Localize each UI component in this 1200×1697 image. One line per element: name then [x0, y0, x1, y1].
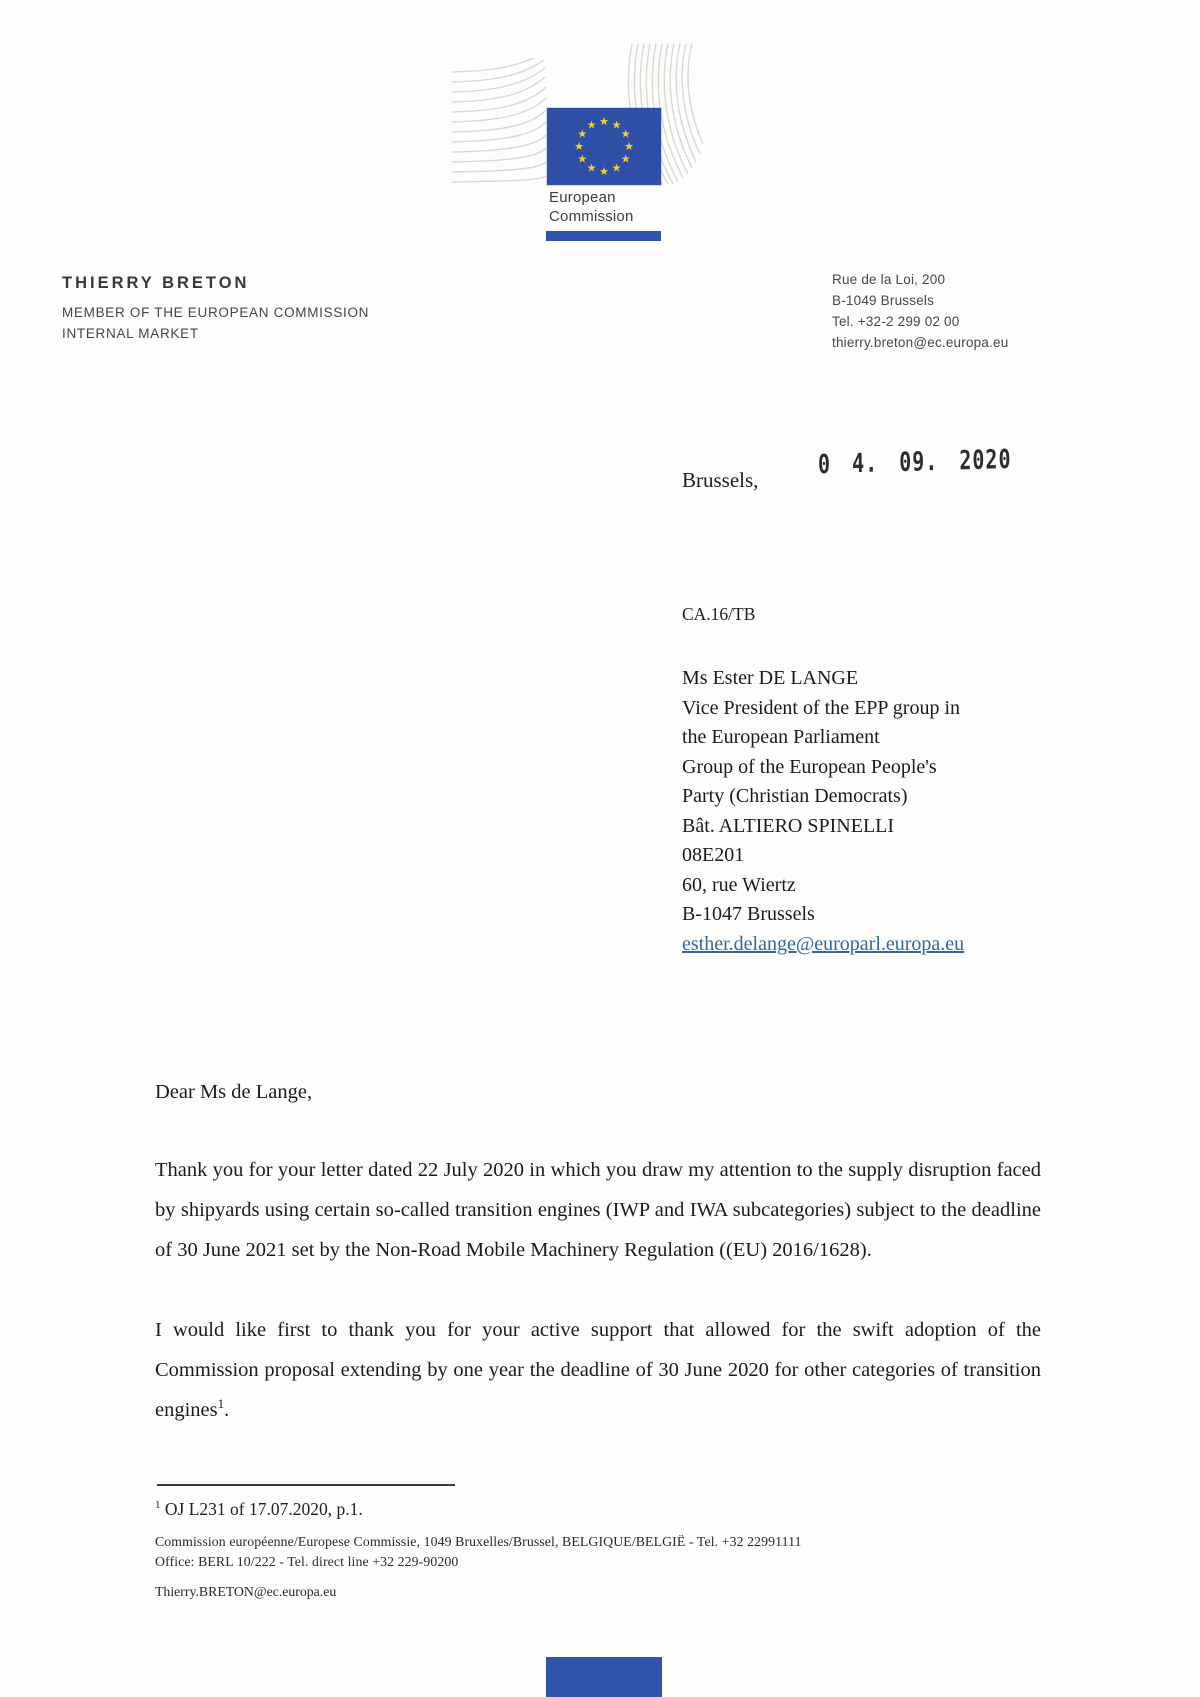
- body-paragraph-1: Thank you for your letter dated 22 July 2020 in which you draw my attention to the supply disruption faced by shipyards using certain so-called transition engines (IWP and IWA subcategories) subject to the deadline of 30 June 2021 set by the Non-Road Mobile Machinery Regulation ((EU) 2016/1628).: [155, 1159, 1041, 1261]
- recipient-line: the European Parliament: [682, 726, 880, 748]
- footer-block: [155, 1532, 802, 1572]
- footnote-text: OJ L231 of 17.07.2020, p.1.: [160, 1499, 363, 1519]
- sender-contact-block: [832, 269, 1008, 353]
- date-stamp: 0 4. 09. 2020: [817, 442, 1012, 480]
- ec-logo-line2: Commission: [549, 208, 634, 225]
- eu-flag-star-icon: [623, 141, 635, 153]
- eu-flag-star-icon: [611, 162, 623, 174]
- sender-block: [62, 274, 369, 344]
- recipient-line: Bât. ALTIERO SPINELLI: [682, 814, 895, 837]
- sender-role: MEMBER OF THE EUROPEAN COMMISSION: [62, 305, 370, 320]
- recipient-line: B-1047 Brussels: [682, 903, 815, 925]
- recipient-line: Ms Ester DE LANGE: [682, 667, 859, 689]
- sender-address-line2: B-1049 Brussels: [832, 293, 935, 308]
- recipient-line: 60, rue Wiertz: [682, 873, 796, 896]
- footnote: [155, 1499, 363, 1520]
- bottom-page-bar: [546, 1657, 662, 1697]
- reference-number: CA.16/TB: [682, 604, 756, 624]
- footnote-separator: [157, 1484, 455, 1486]
- body-paragraph-2-text: I would like first to thank you for your active support that allowed for the swift adoption of the Commission proposal extending by one year the deadline of 30 June 2020 for other categories of transition engines: [155, 1319, 1041, 1421]
- sender-email: thierry.breton@ec.europa.eu: [832, 335, 1009, 350]
- recipient-line: Vice President of the EPP group in: [682, 696, 961, 719]
- eu-flag-star-icon: [573, 141, 585, 153]
- ec-logo-line1: European: [549, 189, 616, 206]
- ec-logo-wordmark: [549, 188, 634, 226]
- eu-flag-star-icon: [598, 166, 610, 178]
- salutation: Dear Ms de Lange,: [155, 1081, 313, 1103]
- recipient-line: Party (Christian Democrats): [682, 785, 908, 807]
- eu-flag-icon: [547, 108, 661, 185]
- eu-flag-star-icon: [620, 128, 632, 140]
- recipient-line: 08E201: [682, 844, 745, 866]
- sender-phone: Tel. +32-2 299 02 00: [832, 314, 960, 329]
- sender-address-line1: Rue de la Loi, 200: [832, 272, 946, 287]
- footer-email: Thierry.BRETON@ec.europa.eu: [155, 1584, 337, 1599]
- sender-portfolio: INTERNAL MARKET: [62, 326, 199, 341]
- body-paragraph-2-period: .: [224, 1399, 230, 1421]
- footer-commission-line: Commission européenne/Europese Commissie, 1049 Bruxelles/Brussel, BELGIQUE/BELGIË - Tel. +32 22991111: [155, 1534, 802, 1549]
- recipient-block: [682, 664, 964, 959]
- sender-name: THIERRY BRETON: [62, 274, 250, 292]
- recipient-line: Group of the European People's: [682, 755, 937, 778]
- logo-underline-bar: [546, 231, 661, 241]
- footer-office-line: Office: BERL 10/222 - Tel. direct line +32 229-90200: [155, 1554, 459, 1569]
- footnote-marker-superscript: 1: [217, 1396, 225, 1412]
- body-paragraph-2: [155, 1310, 1041, 1430]
- eu-flag-star-icon: [586, 119, 598, 131]
- eu-flag-star-icon: [598, 116, 610, 128]
- ec-streamer-left-icon: [452, 58, 546, 190]
- footnote-number: 1: [155, 1499, 161, 1512]
- dateline-place: Brussels,: [682, 468, 759, 492]
- recipient-email-link[interactable]: esther.delange@europarl.europa.eu: [682, 932, 965, 955]
- eu-flag-star-icon: [576, 153, 588, 165]
